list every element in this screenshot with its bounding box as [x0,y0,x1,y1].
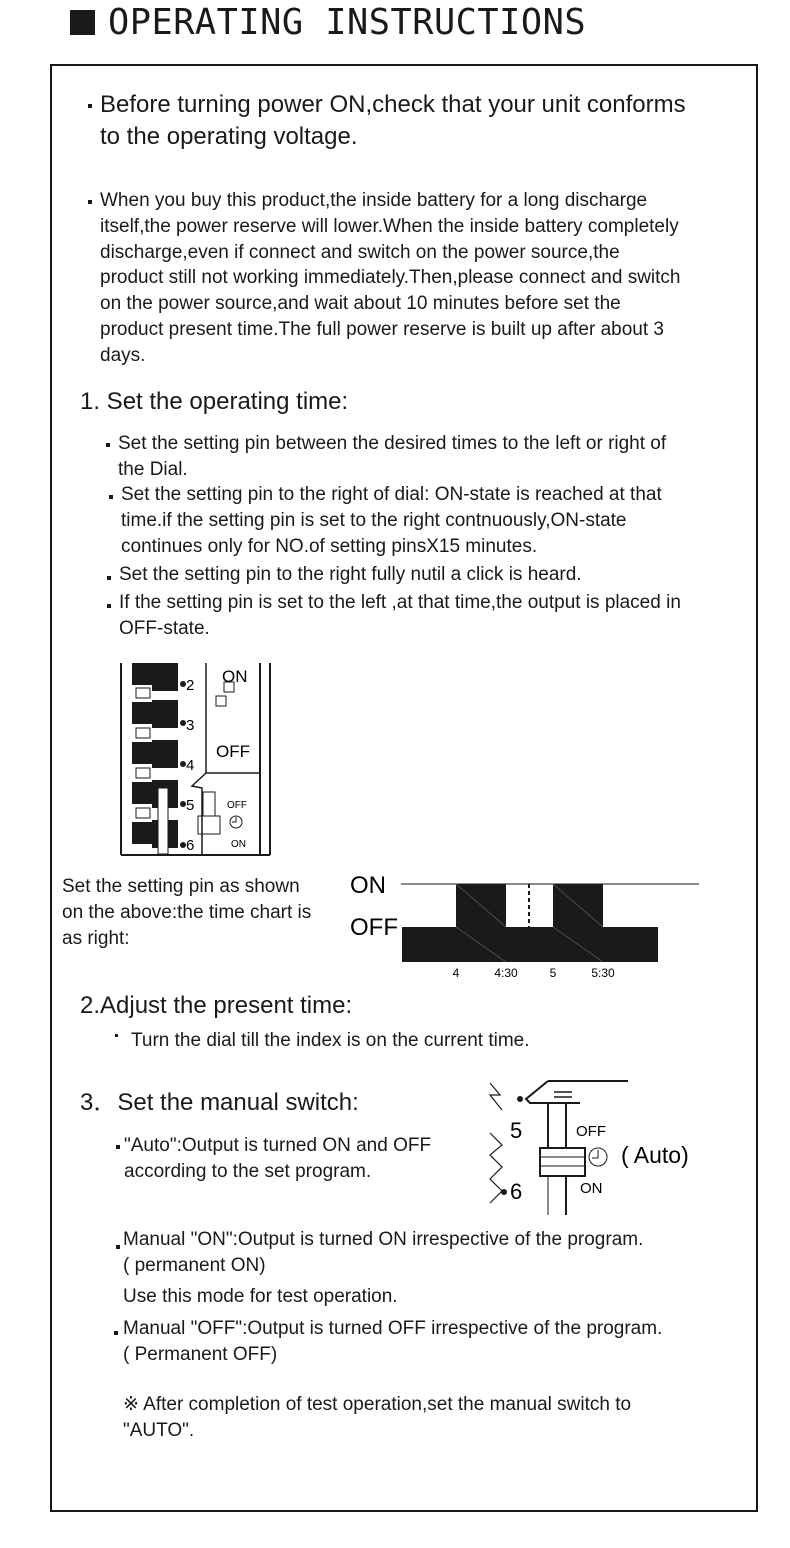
chart-tick: 4:30 [494,966,518,980]
bullet-icon [88,104,92,108]
section2-bullet: Turn the dial till the index is on the current time. [131,1030,530,1051]
text-line: itself,the power reserve will lower.When the inside battery completely [100,215,679,237]
header-square-icon [70,10,95,35]
time-chart [340,865,710,985]
switch-off-label: OFF [227,800,247,811]
bullet-icon [107,604,111,608]
chart-tick: 5 [549,966,557,980]
text-line: Manual "ON":Output is turned ON irrespective of the program. [123,1229,644,1250]
dial-pin-diagram [118,658,274,858]
text-line: If the setting pin is set to the left ,at that time,the output is placed in [119,592,681,613]
text-line: the Dial. [118,459,188,480]
section1-bullet [118,431,666,483]
bullet-icon [116,1145,120,1149]
pin-number: 3 [186,717,195,734]
text-line: When you buy this product,the inside battery for a long discharge [100,190,648,211]
text-line: discharge,even if connect and switch on the power source,the [100,241,620,263]
page-title: OPERATING INSTRUCTIONS [108,2,587,43]
chart-caption [62,874,311,952]
text-line: "AUTO". [123,1420,195,1441]
text-line: continues only for NO.of setting pinsX15 minutes. [121,536,538,557]
text-line: days. [100,344,146,366]
text-line: Set the setting pin to the right fully nutil a click is heard. [119,564,582,585]
chart-off-label: OFF [350,914,398,941]
chart-base-band [402,927,658,962]
chart-tick: 5:30 [591,966,615,980]
text-line: Set the setting pin between the desired times to the left or right of [118,433,667,454]
section1-heading: 1. Set the operating time: [80,388,349,415]
text-line: Use this mode for test operation. [123,1286,398,1307]
text-line: Before turning power ON,check that your unit conforms [100,91,686,118]
auto-mode-text [124,1133,431,1185]
switch-off-label: OFF [576,1123,606,1140]
pin-number: 6 [186,837,195,854]
text-line: ※ After completion of test operation,set the manual switch to [123,1394,632,1415]
text-line: as right: [62,928,130,949]
text-line: according to the set program. [124,1161,372,1182]
bullet-icon [114,1331,118,1335]
text-line: Set the setting pin as shown [62,876,300,897]
pin-number: 5 [510,1118,523,1143]
battery-note [100,188,681,369]
text-line: Set the setting pin to the right of dial: ON-state is reached at that [121,484,662,505]
text-line: product present time.The full power reserve is built up after about 3 [100,318,664,340]
on-label: ON [222,667,248,686]
section2-heading: 2.Adjust the present time: [80,992,353,1019]
auto-label: ( Auto) [621,1142,689,1168]
section3-heading: 3．Set the manual switch: [80,1089,359,1116]
completion-note [123,1392,631,1444]
bullet-icon [88,200,92,204]
text-line: ( permanent ON) [123,1255,266,1276]
bullet-icon [109,495,113,499]
text-line: ( Permanent OFF) [123,1344,278,1365]
manual-off-text [123,1316,662,1368]
section1-bullet [119,562,582,588]
text-line: on the above:the time chart is [62,902,312,923]
section1-bullet [119,590,681,642]
chart-on-label: ON [350,872,386,899]
pin-number: 4 [186,757,195,774]
section1-bullet [121,482,662,560]
pin-number: 5 [186,797,195,814]
pin-number: 2 [186,677,195,694]
switch-on-label: ON [231,839,246,850]
bullet-icon [115,1034,118,1037]
bullet-icon [107,576,111,580]
switch-on-label: ON [580,1180,603,1197]
pin-number: 6 [510,1179,523,1204]
text-line: product still not working immediately.Then,please connect and switch [100,267,681,289]
manual-on-text [123,1227,643,1310]
text-line: to the operating voltage. [100,123,358,150]
text-line: Manual "OFF":Output is turned OFF irrespective of the program. [123,1318,663,1339]
voltage-note [100,89,686,153]
manual-switch-diagram [480,1075,710,1220]
off-label: OFF [216,742,250,761]
text-line: on the power source,and wait about 10 minutes before set the [100,293,621,315]
text-line: OFF-state. [119,618,210,639]
bullet-icon [106,443,110,447]
chart-tick: 4 [452,966,460,980]
text-line: time.if the setting pin is set to the right contnuously,ON-state [121,510,627,531]
text-line: "Auto":Output is turned ON and OFF [124,1135,432,1156]
bullet-icon [116,1245,120,1249]
